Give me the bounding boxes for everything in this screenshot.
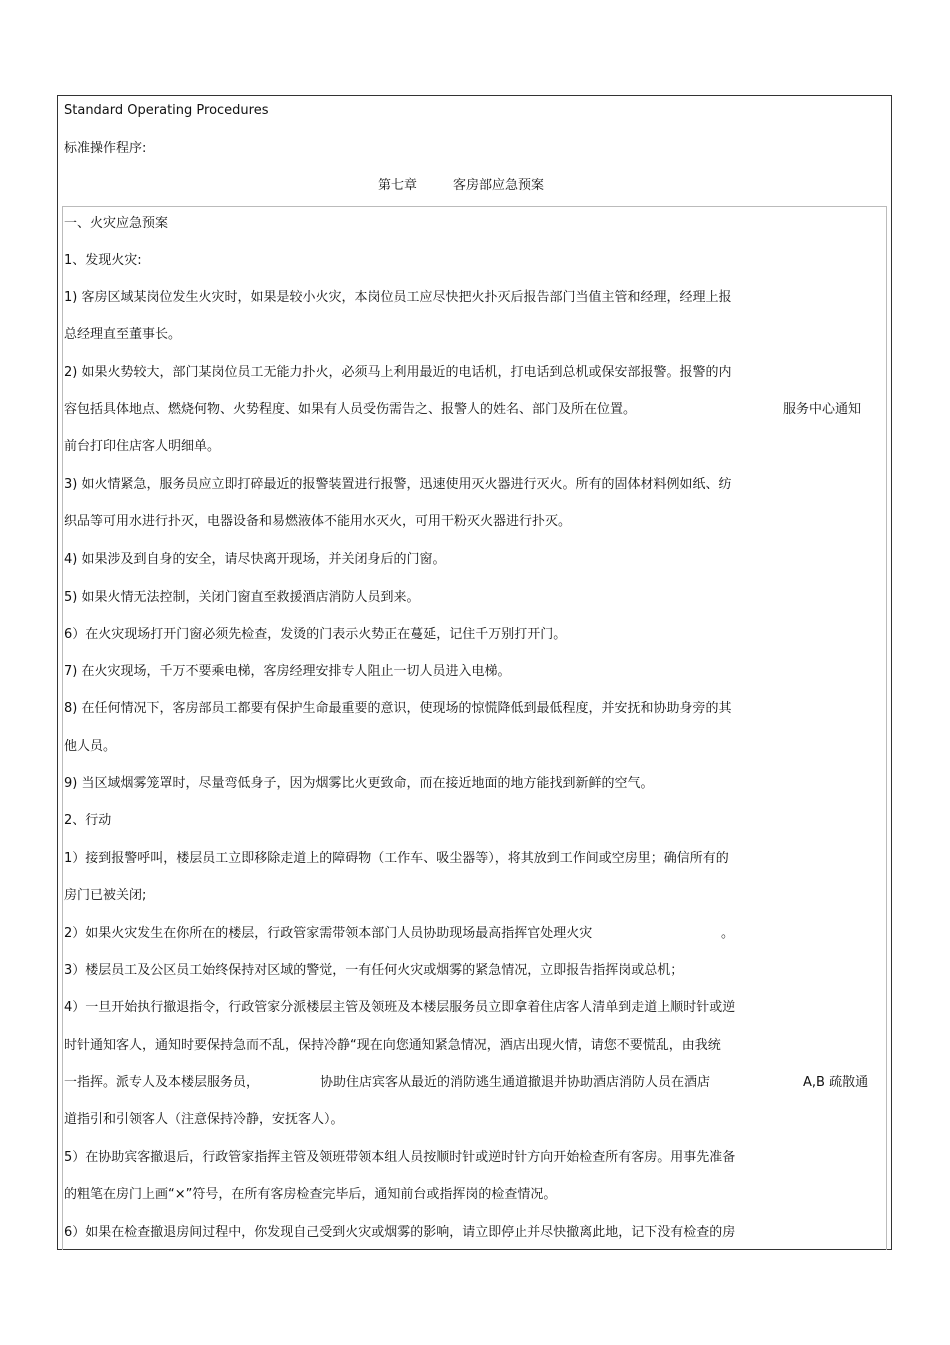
subsection-heading: 1、发现火灾: <box>64 253 142 268</box>
paragraph-line: 3）楼层员工及公区员工始终保持对区域的警觉，一有任何火灾或烟雾的紧急情况，立即报告指挥岗或总机； <box>64 963 684 978</box>
paragraph-line: 6）如果在检查撤退房间过程中，你发现自己受到火灾或烟雾的影响，请立即停止并尽快撤离此地，记下没有检查的房 <box>64 1225 736 1240</box>
paragraph-line: 8) 在任何情况下，客房部员工都要有保护生命最重要的意识，使现场的惊慌降低到最低程度，并安抚和协助身旁的其 <box>64 701 732 716</box>
side-note-ab-exit: A,B 疏散通 <box>803 1075 869 1090</box>
paragraph-line: 时针通知客人，通知时要保持急而不乱，保持冷静“现在向您通知紧急情况，酒店出现火情，请您不要慌乱，由我统 <box>64 1038 721 1053</box>
paragraph-line: 前台打印住店客人明细单。 <box>64 439 221 454</box>
paragraph-line: 5）在协助宾客撤退后，行政管家指挥主管及领班带领本组人员按顺时针或逆时针方向开始检查所有客房。用事先准备 <box>64 1150 736 1165</box>
paragraph-line: 房门已被关闭; <box>64 888 147 903</box>
paragraph-line: 4) 如果涉及到自身的安全，请尽快离开现场，并关闭身后的门窗。 <box>64 552 446 567</box>
sop-title-zh: 标准操作程序: <box>64 141 147 156</box>
content-frame <box>62 206 887 1250</box>
paragraph-line: 1) 客房区域某岗位发生火灾时，如果是较小火灾，本岗位员工应尽快把火扑灭后报告部门当值主管和经理，经理上报 <box>64 290 732 305</box>
paragraph-line: 2）如果火灾发生在你所在的楼层，行政管家需带领本部门人员协助现场最高指挥官处理火灾 <box>64 926 593 941</box>
side-note-service-center: 服务中心通知 <box>783 402 862 417</box>
paragraph-line: 9) 当区域烟雾笼罩时，尽量弯低身子，因为烟雾比火更致命，而在接近地面的地方能找到新鲜的空气。 <box>64 776 654 791</box>
sop-title-en: Standard Operating Procedures <box>64 103 269 118</box>
chapter-heading <box>378 178 544 194</box>
paragraph-line: 他人员。 <box>64 739 117 754</box>
paragraph-line: 2) 如果火势较大，部门某岗位员工无能力扑火，必须马上利用最近的电话机，打电话到总机或保安部报警。报警的内 <box>64 365 732 380</box>
side-note-period: 。 <box>721 926 735 941</box>
paragraph-line: 1）接到报警呼叫，楼层员工立即移除走道上的障碍物（工作车、吸尘器等），将其放到工作间或空房里；确信所有的 <box>64 851 729 866</box>
paragraph-line: 5) 如果火情无法控制，关闭门窗直至救援酒店消防人员到来。 <box>64 590 420 605</box>
chapter-number: 第七章 <box>378 178 418 193</box>
paragraph-line: 一指挥。派专人及本楼层服务员， <box>64 1075 260 1090</box>
paragraph-line: 容包括具体地点、燃烧何物、火势程度、如果有人员受伤需告之、报警人的姓名、部门及所在位置。 <box>64 402 637 417</box>
side-note-assist: 协助住店宾客从最近的消防逃生通道撤退并协助酒店消防人员在酒店 <box>320 1075 711 1090</box>
paragraph-line: 织品等可用水进行扑灭，电器设备和易燃液体不能用水灭火，可用干粉灭火器进行扑灭。 <box>64 514 572 529</box>
paragraph-line: 道指引和引领客人（注意保持冷静，安抚客人）。 <box>64 1112 344 1127</box>
paragraph-line: 的粗笔在房门上画“×”符号，在所有客房检查完毕后，通知前台或指挥岗的检查情况。 <box>64 1187 557 1202</box>
paragraph-line: 3) 如火情紧急，服务员应立即打碎最近的报警装置进行报警，迅速使用灭火器进行灭火。所有的固体材料例如纸、纺 <box>64 477 732 492</box>
section-heading: 一、火灾应急预案 <box>64 216 169 231</box>
chapter-title: 客房部应急预案 <box>453 178 545 193</box>
paragraph-line: 7) 在火灾现场，千万不要乘电梯，客房经理安排专人阻止一切人员进入电梯。 <box>64 664 511 679</box>
paragraph-line: 6）在火灾现场打开门窗必须先检查，发烫的门表示火势正在蔓延，记住千万别打开门。 <box>64 627 567 642</box>
subsection-heading: 2、行动 <box>64 813 112 828</box>
paragraph-line: 4）一旦开始执行撤退指令，行政管家分派楼层主管及领班及本楼层服务员立即拿着住店客人清单到走道上顺时针或逆 <box>64 1000 736 1015</box>
paragraph-line: 总经理直至董事长。 <box>64 327 182 342</box>
